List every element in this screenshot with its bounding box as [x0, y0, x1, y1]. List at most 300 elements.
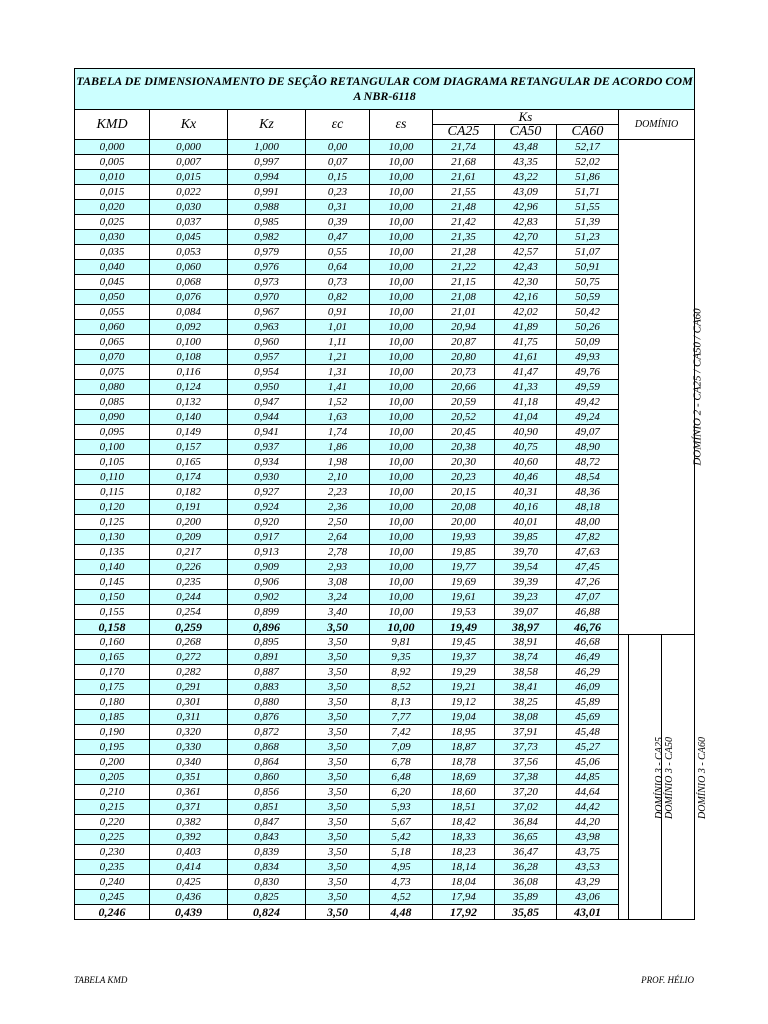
table-cell: 21,68	[433, 155, 495, 170]
table-row	[75, 560, 695, 575]
table-cell: 0,205	[75, 770, 150, 785]
table-cell: 40,75	[495, 440, 557, 455]
table-cell: 45,69	[557, 710, 619, 725]
table-cell: 0,55	[306, 245, 370, 260]
table-row	[75, 545, 695, 560]
table-cell: 5,42	[370, 830, 433, 845]
table-cell: 43,75	[557, 845, 619, 860]
table-cell: 40,60	[495, 455, 557, 470]
table-cell: 0,235	[75, 860, 150, 875]
table-cell: 0,215	[75, 800, 150, 815]
table-cell: 3,50	[306, 905, 370, 920]
table-cell: 21,55	[433, 185, 495, 200]
table-cell: 0,090	[75, 410, 150, 425]
table-cell: 47,07	[557, 590, 619, 605]
table-cell: 21,48	[433, 200, 495, 215]
table-cell: 43,53	[557, 860, 619, 875]
table-cell: 20,94	[433, 320, 495, 335]
table-cell: 45,27	[557, 740, 619, 755]
table-cell: 3,50	[306, 800, 370, 815]
table-cell: 3,50	[306, 620, 370, 635]
table-row	[75, 665, 695, 680]
table-cell: 0,220	[75, 815, 150, 830]
table-cell: 10,00	[370, 605, 433, 620]
table-cell: 4,52	[370, 890, 433, 905]
table-cell: 48,72	[557, 455, 619, 470]
table-cell: 3,50	[306, 875, 370, 890]
table-row	[75, 620, 695, 635]
table-cell: 0,140	[150, 410, 228, 425]
table-cell: 0,425	[150, 875, 228, 890]
table-cell: 10,00	[370, 575, 433, 590]
table-cell: 19,21	[433, 680, 495, 695]
header-ca50: CA50	[495, 125, 557, 140]
table-cell: 0,070	[75, 350, 150, 365]
table-cell: 10,00	[370, 260, 433, 275]
table-cell: 0,872	[228, 725, 306, 740]
table-cell: 43,29	[557, 875, 619, 890]
table-cell: 42,96	[495, 200, 557, 215]
table-cell: 42,02	[495, 305, 557, 320]
table-cell: 0,976	[228, 260, 306, 275]
table-cell: 42,70	[495, 230, 557, 245]
table-cell: 18,69	[433, 770, 495, 785]
table-cell: 4,95	[370, 860, 433, 875]
table-cell: 0,851	[228, 800, 306, 815]
table-cell: 0,320	[150, 725, 228, 740]
table-cell: 41,18	[495, 395, 557, 410]
table-cell: 42,16	[495, 290, 557, 305]
table-cell: 3,50	[306, 710, 370, 725]
table-cell: 37,02	[495, 800, 557, 815]
table-row	[75, 740, 695, 755]
table-cell: 17,92	[433, 905, 495, 920]
kmd-table	[74, 68, 708, 920]
table-cell: 37,91	[495, 725, 557, 740]
table-cell: 0,157	[150, 440, 228, 455]
table-cell: 21,61	[433, 170, 495, 185]
table-cell: 49,42	[557, 395, 619, 410]
domain-2-label: DOMÍNIO 2 - CA25 / CA50 / CA60	[691, 308, 704, 466]
table-cell: 6,48	[370, 770, 433, 785]
table-cell: 0,015	[75, 185, 150, 200]
table-cell: 8,13	[370, 695, 433, 710]
table-cell: 47,63	[557, 545, 619, 560]
table-cell: 20,52	[433, 410, 495, 425]
table-cell: 0,190	[75, 725, 150, 740]
table-cell: 0,960	[228, 335, 306, 350]
table-cell: 0,868	[228, 740, 306, 755]
table-cell: 39,70	[495, 545, 557, 560]
table-cell: 20,30	[433, 455, 495, 470]
table-cell: 21,01	[433, 305, 495, 320]
table-cell: 38,74	[495, 650, 557, 665]
table-cell: 0,436	[150, 890, 228, 905]
table-cell: 0,883	[228, 680, 306, 695]
table-cell: 0,414	[150, 860, 228, 875]
table-cell: 18,33	[433, 830, 495, 845]
table-cell: 0,825	[228, 890, 306, 905]
table-cell: 0,91	[306, 305, 370, 320]
table-cell: 36,84	[495, 815, 557, 830]
table-cell: 3,50	[306, 635, 370, 650]
table-cell: 10,00	[370, 500, 433, 515]
table-cell: 2,93	[306, 560, 370, 575]
table-cell: 0,830	[228, 875, 306, 890]
table-cell: 37,56	[495, 755, 557, 770]
table-cell: 0,834	[228, 860, 306, 875]
table-cell: 42,43	[495, 260, 557, 275]
table-cell: 36,28	[495, 860, 557, 875]
table-cell: 0,175	[75, 680, 150, 695]
table-cell: 20,15	[433, 485, 495, 500]
table-cell: 3,50	[306, 845, 370, 860]
header-kmd: KMD	[75, 110, 150, 140]
table-cell: 0,045	[150, 230, 228, 245]
table-cell: 36,08	[495, 875, 557, 890]
table-cell: 0,268	[150, 635, 228, 650]
table-cell: 8,52	[370, 680, 433, 695]
table-cell: 18,78	[433, 755, 495, 770]
table-cell: 0,191	[150, 500, 228, 515]
table-cell: 38,91	[495, 635, 557, 650]
table-cell: 41,61	[495, 350, 557, 365]
table-cell: 36,65	[495, 830, 557, 845]
table-cell: 0,155	[75, 605, 150, 620]
table-cell: 0,145	[75, 575, 150, 590]
table-row	[75, 275, 695, 290]
table-cell: 0,994	[228, 170, 306, 185]
table-cell: 19,29	[433, 665, 495, 680]
table-row	[75, 830, 695, 845]
table-cell: 38,58	[495, 665, 557, 680]
table-cell: 0,856	[228, 785, 306, 800]
table-cell: 44,85	[557, 770, 619, 785]
table-cell: 0,045	[75, 275, 150, 290]
table-cell: 0,115	[75, 485, 150, 500]
table-cell: 0,934	[228, 455, 306, 470]
table-cell: 0,906	[228, 575, 306, 590]
table-cell: 0,116	[150, 365, 228, 380]
table-cell: 3,50	[306, 770, 370, 785]
table-cell: 10,00	[370, 140, 433, 155]
table-cell: 43,22	[495, 170, 557, 185]
table-cell: 0,301	[150, 695, 228, 710]
table-cell: 10,00	[370, 320, 433, 335]
table-cell: 0,403	[150, 845, 228, 860]
table-cell: 0,149	[150, 425, 228, 440]
table-cell: 0,371	[150, 800, 228, 815]
table-cell: 0,311	[150, 710, 228, 725]
domain-2-cell	[619, 140, 704, 635]
header-es: εs	[370, 110, 433, 140]
table-cell: 0,244	[150, 590, 228, 605]
table-cell: 10,00	[370, 350, 433, 365]
table-row	[75, 710, 695, 725]
table-cell: 42,30	[495, 275, 557, 290]
table-cell: 50,09	[557, 335, 619, 350]
table-cell: 18,60	[433, 785, 495, 800]
table-cell: 0,030	[75, 230, 150, 245]
table-cell: 3,50	[306, 680, 370, 695]
table-cell: 0,979	[228, 245, 306, 260]
table-cell: 49,24	[557, 410, 619, 425]
table-cell: 0,351	[150, 770, 228, 785]
table-cell: 0,887	[228, 665, 306, 680]
table-cell: 10,00	[370, 365, 433, 380]
table-row	[75, 575, 695, 590]
table-cell: 40,31	[495, 485, 557, 500]
table-cell: 3,50	[306, 650, 370, 665]
table-row	[75, 725, 695, 740]
table-cell: 20,08	[433, 500, 495, 515]
table-cell: 19,04	[433, 710, 495, 725]
header-ca60: CA60	[557, 125, 619, 140]
table-cell: 49,59	[557, 380, 619, 395]
table-cell: 10,00	[370, 215, 433, 230]
table-cell: 43,48	[495, 140, 557, 155]
table-cell: 19,85	[433, 545, 495, 560]
table-cell: 0,282	[150, 665, 228, 680]
table-row	[75, 365, 695, 380]
table-cell: 19,77	[433, 560, 495, 575]
table-cell: 0,950	[228, 380, 306, 395]
table-cell: 42,57	[495, 245, 557, 260]
table-cell: 20,00	[433, 515, 495, 530]
table-cell: 1,74	[306, 425, 370, 440]
table-cell: 1,86	[306, 440, 370, 455]
table-cell: 10,00	[370, 410, 433, 425]
table-cell: 51,23	[557, 230, 619, 245]
table-cell: 0,040	[75, 260, 150, 275]
table-row	[75, 245, 695, 260]
table-cell: 3,50	[306, 755, 370, 770]
table-cell: 0,864	[228, 755, 306, 770]
table-cell: 0,07	[306, 155, 370, 170]
table-cell: 39,23	[495, 590, 557, 605]
table-cell: 52,02	[557, 155, 619, 170]
table-row	[75, 485, 695, 500]
table-cell: 37,20	[495, 785, 557, 800]
table-cell: 20,73	[433, 365, 495, 380]
table-row	[75, 335, 695, 350]
domain-3-ca60-label: DOMÍNIO 3 - CA60	[696, 736, 708, 819]
table-cell: 47,82	[557, 530, 619, 545]
table-cell: 3,50	[306, 815, 370, 830]
table-cell: 0,022	[150, 185, 228, 200]
table-cell: 0,037	[150, 215, 228, 230]
table-cell: 18,14	[433, 860, 495, 875]
table-row	[75, 230, 695, 245]
header-kx: Kx	[150, 110, 228, 140]
table-cell: 10,00	[370, 305, 433, 320]
table-cell: 10,00	[370, 380, 433, 395]
table-cell: 0,130	[75, 530, 150, 545]
table-cell: 0,899	[228, 605, 306, 620]
table-row	[75, 290, 695, 305]
table-cell: 51,71	[557, 185, 619, 200]
table-cell: 0,140	[75, 560, 150, 575]
table-cell: 0,259	[150, 620, 228, 635]
table-row	[75, 695, 695, 710]
table-cell: 3,50	[306, 860, 370, 875]
table-cell: 0,927	[228, 485, 306, 500]
header-ks: Ks	[433, 110, 619, 125]
table-cell: 0,092	[150, 320, 228, 335]
table-cell: 20,59	[433, 395, 495, 410]
table-cell: 39,85	[495, 530, 557, 545]
table-cell: 49,76	[557, 365, 619, 380]
table-cell: 1,11	[306, 335, 370, 350]
table-cell: 0,876	[228, 710, 306, 725]
table-cell: 0,970	[228, 290, 306, 305]
table-cell: 0,880	[228, 695, 306, 710]
table-cell: 0,392	[150, 830, 228, 845]
table-cell: 0,920	[228, 515, 306, 530]
table-cell: 0,053	[150, 245, 228, 260]
table-cell: 43,35	[495, 155, 557, 170]
table-cell: 0,439	[150, 905, 228, 920]
table-cell: 0,944	[228, 410, 306, 425]
table-cell: 35,85	[495, 905, 557, 920]
table-cell: 43,01	[557, 905, 619, 920]
table-cell: 52,17	[557, 140, 619, 155]
table-cell: 19,12	[433, 695, 495, 710]
table-cell: 6,78	[370, 755, 433, 770]
table-row	[75, 605, 695, 620]
table-cell: 7,09	[370, 740, 433, 755]
table-cell: 0,913	[228, 545, 306, 560]
footer-right: PROF. HÉLIO	[641, 975, 694, 985]
table-cell: 50,91	[557, 260, 619, 275]
table-cell: 0,025	[75, 215, 150, 230]
table-cell: 1,98	[306, 455, 370, 470]
table-cell: 43,98	[557, 830, 619, 845]
table-cell: 0,124	[150, 380, 228, 395]
table-cell: 0,997	[228, 155, 306, 170]
table-cell: 46,68	[557, 635, 619, 650]
table-cell: 50,26	[557, 320, 619, 335]
table-cell: 0,065	[75, 335, 150, 350]
table-cell: 0,165	[150, 455, 228, 470]
table-cell: 8,92	[370, 665, 433, 680]
table-cell: 21,42	[433, 215, 495, 230]
table-row	[75, 590, 695, 605]
table-row	[75, 185, 695, 200]
table-cell: 0,125	[75, 515, 150, 530]
table-cell: 19,53	[433, 605, 495, 620]
table-cell: 20,66	[433, 380, 495, 395]
table-cell: 0,000	[75, 140, 150, 155]
table-cell: 0,210	[75, 785, 150, 800]
table-row	[75, 875, 695, 890]
table-row	[75, 305, 695, 320]
table-cell: 37,73	[495, 740, 557, 755]
table-cell: 21,28	[433, 245, 495, 260]
table-cell: 39,39	[495, 575, 557, 590]
table-cell: 0,135	[75, 545, 150, 560]
table-cell: 0,967	[228, 305, 306, 320]
table-row	[75, 815, 695, 830]
table-cell: 51,86	[557, 170, 619, 185]
table-cell: 0,105	[75, 455, 150, 470]
table-cell: 18,95	[433, 725, 495, 740]
table-cell: 0,988	[228, 200, 306, 215]
table-cell: 35,89	[495, 890, 557, 905]
table-row	[75, 680, 695, 695]
table-cell: 3,50	[306, 830, 370, 845]
domain-3-ca25-label: DOMÍNIO 3 - CA25	[653, 736, 665, 819]
table-cell: 0,896	[228, 620, 306, 635]
table-cell: 0,217	[150, 545, 228, 560]
table-cell: 20,87	[433, 335, 495, 350]
table-row	[75, 650, 695, 665]
table-cell: 0,254	[150, 605, 228, 620]
table-cell: 46,88	[557, 605, 619, 620]
table-cell: 0,847	[228, 815, 306, 830]
table-cell: 0,240	[75, 875, 150, 890]
header-ec: εc	[306, 110, 370, 140]
header-dominio: DOMÍNIO	[619, 110, 695, 140]
table-cell: 0,895	[228, 635, 306, 650]
table-cell: 48,36	[557, 485, 619, 500]
table-cell: 43,09	[495, 185, 557, 200]
table-cell: 0,015	[150, 170, 228, 185]
table-cell: 38,41	[495, 680, 557, 695]
table-cell: 19,49	[433, 620, 495, 635]
table-cell: 51,39	[557, 215, 619, 230]
table-cell: 1,21	[306, 350, 370, 365]
table-cell: 0,195	[75, 740, 150, 755]
table-cell: 0,937	[228, 440, 306, 455]
table-row	[75, 170, 695, 185]
table-cell: 3,50	[306, 695, 370, 710]
table-cell: 0,64	[306, 260, 370, 275]
table-cell: 19,69	[433, 575, 495, 590]
table-cell: 0,15	[306, 170, 370, 185]
table-row	[75, 260, 695, 275]
table-cell: 48,90	[557, 440, 619, 455]
table-cell: 19,45	[433, 635, 495, 650]
table-cell: 10,00	[370, 290, 433, 305]
table-cell: 7,42	[370, 725, 433, 740]
table-cell: 3,50	[306, 740, 370, 755]
table-row	[75, 410, 695, 425]
table-cell: 0,291	[150, 680, 228, 695]
table-cell: 0,246	[75, 905, 150, 920]
table-cell: 10,00	[370, 620, 433, 635]
table-cell: 47,45	[557, 560, 619, 575]
table-cell: 0,924	[228, 500, 306, 515]
table-cell: 0,200	[75, 755, 150, 770]
table-cell: 20,38	[433, 440, 495, 455]
table-cell: 3,08	[306, 575, 370, 590]
table-cell: 18,51	[433, 800, 495, 815]
table-cell: 48,00	[557, 515, 619, 530]
table-cell: 41,75	[495, 335, 557, 350]
table-row	[75, 800, 695, 815]
table-cell: 0,108	[150, 350, 228, 365]
table-cell: 2,78	[306, 545, 370, 560]
table-cell: 0,82	[306, 290, 370, 305]
table-cell: 2,23	[306, 485, 370, 500]
table-cell: 21,22	[433, 260, 495, 275]
table-cell: 20,23	[433, 470, 495, 485]
table-cell: 42,83	[495, 215, 557, 230]
table-cell: 1,01	[306, 320, 370, 335]
title-row	[75, 69, 695, 110]
table-cell: 10,00	[370, 395, 433, 410]
